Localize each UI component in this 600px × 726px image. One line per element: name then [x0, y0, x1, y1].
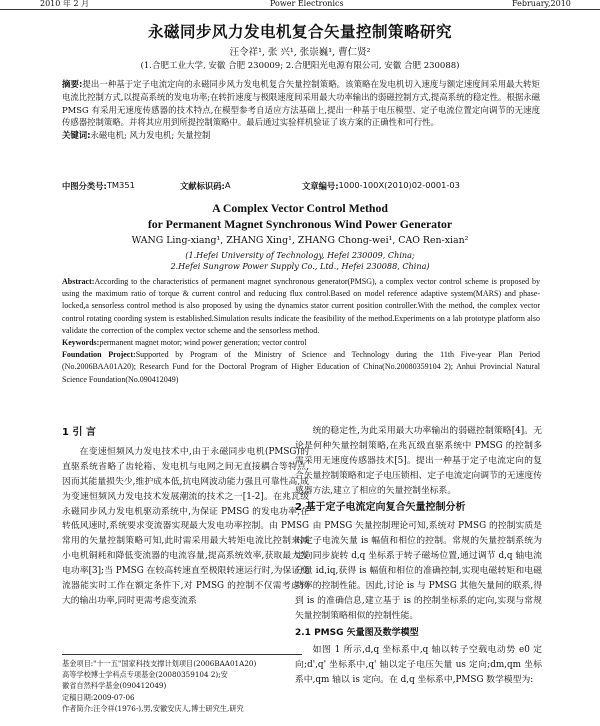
affiliation-english — [0, 250, 600, 272]
continued-paragraph: 统的稳定性,为此采用最大功率输出的弱磁控制策略[4]。无论是何种矢量控制策略,在兆瓦级直驱系统中 PMSG 的控制多需采用无速度传感器技术[5]。提出一种基于定子电流定向的复合矢量控制策略和定子电压锁相、定子电流定向调节的无速度传感器方法,建立了相应的矢量控制坐标系。 — [295, 426, 542, 496]
affiliation-en-1: (1.Hefei University of Technology, Hefei 230009, China; — [185, 250, 415, 260]
footnote-fund-1: 基金项目:"十一五"国家科技支撑计划项目(2006BAA01A20) — [62, 659, 257, 668]
header-issue-cn: 2010 年 2 月 — [40, 0, 90, 8]
document-code: 文献标识码: A — [180, 180, 231, 191]
keywords-cn-text: 永磁电机; 风力发电机; 矢量控制 — [90, 130, 211, 141]
footnote-fund-3: 徽省自然科学基金(090412049) — [62, 681, 167, 691]
section-1-paragraph: 在变速恒频风力发电技术中,由于永磁同步电机(PMSG)的直驱系统省略了齿轮箱、发电机与电网之间无直接耦合等特点,因而其能量损失少,维护成本低,抗电网波动能力强且可靠性高,成为变速恒频风力发电技术发展潮流的技术之一[1-2]。在兆瓦级永磁同步风力发电机驱动系统中,为保证 PMSG 的发电功率,在转低风速时,系统要求变流器实现最大发电功率控制。由 PMSG 常用的矢量控制策略可知,此时需采用最大转矩电流比控制来减小电机铜耗和降低变流器的电流容量,提高系统效率,获取最大发电功率[3];当 PMSG 在较高转速直至极限转速运行时,为保证变流器能实时工作在额定条件下,对 PMSG 的控制不仅需考虑较大的输出功率,同时更需考虑变流系 — [62, 446, 309, 606]
authors-chinese: 汪令祥¹, 张 兴¹, 张崇巍¹, 曹仁贤² — [229, 47, 371, 58]
affiliation-chinese: (1.合肥工业大学, 安徽 合肥 230009; 2.合肥阳光电源有限公司, 安徽 合肥 230088) — [140, 61, 460, 71]
running-header — [0, 0, 600, 10]
header-issue-en: February,2010 — [512, 0, 571, 8]
abstract-chinese — [62, 78, 540, 142]
subsection-2-1-paragraph: 如图 1 所示,d,q 坐标系中,q 轴以转子空载电动势 e0 定向;d',q' 坐标系中,q' 轴以定子电压矢量 us 定向;dm,qm 坐标系中,qm 轴以 is 定向。在 d,q 坐标系中,PMSG 数学模型为: — [295, 644, 542, 685]
abstract-cn-text: 提出一种基于定子电流定向的永磁同步风力发电机复合矢量控制策略。该策略在发电机切入速度与额定速度间采用最大转矩电流比控制方式,以提高系统的发电功率;在转折速度与极限速度间采用最大功率输出的弱磁控制方式,提高系统的稳定性。根据永磁 PMSG 有采用无速度传感器的技术特点,在模型参考自适应方法基础上,提出一种基于电压模型、定子电流位置定向调节的无速度传感器控制策略。并将其应用到所提控制策略中。最后通过实验样机验证了该方案的正确性和可行性。 — [62, 79, 540, 128]
keywords-en-label: Keywords: — [62, 338, 100, 348]
footnote-author: 作者简介:汪令祥(1976-),男,安徽安庆人,博士研究生,研究 — [62, 703, 244, 713]
title-en-line2: for Permanent Magnet Synchronous Wind Power Generator — [147, 217, 453, 231]
title-english — [0, 200, 600, 232]
title-chinese: 永磁同步风力发电机复合矢量控制策略研究 — [147, 23, 452, 41]
affiliation-en-2: 2.Hefei Sungrow Power Supply Co., Ltd., Hefei 230088, China) — [170, 261, 430, 271]
footnote-fund-2: 高等学校博士学科点专项基金(20080359104 2);安 — [62, 670, 228, 680]
foundation-label: Foundation Project: — [62, 350, 136, 360]
keywords-cn-label: 关键词: — [62, 130, 91, 141]
clc-number: 中图分类号: TM351 — [62, 180, 135, 191]
subsection-2-1-heading: 2.1 PMSG 矢量图及数学模型 — [295, 627, 419, 638]
abstract-cn-label: 摘要: — [62, 79, 83, 89]
section-1-heading: 1 引 言 — [62, 427, 96, 438]
body-column-right — [295, 424, 542, 687]
abstract-en-text: According to the characteristics of permanent magnet synchronous generator(PMSG), a complex vector control scheme is proposed by using the maximum ratio of torque & current control and reducing flux control.Based on model reference adaptive system(MARS) and phase-locked,a sensorless control method is also proposed by using the dynamics stator current position controller.With the method, the complex vector control rotating coording system is established.Simulation results indicate the feasibility of the method.Experiments on a lab prototype platform also validate the correction of the complex vector scheme and the sensorless method. — [62, 277, 540, 335]
footnotes — [62, 654, 302, 714]
section-2-paragraph: 由 PMSG 矢量控制理论可知,系统对 PMSG 的控制实质是对定子电流矢量 is 幅值和相位的控制。常规的矢量控制系统为定向同步旋转 d,q 坐标系于转子磁场位置,通过调节 d,q 轴电流分量 id,iq,获得 is 幅值和相位的准确控制,实现电磁转矩和电磁功率的控制性能。因此,讨论 is 与 PMSG 其他矢量间的联系,得到 is 的准确信息,建立基于 is 的控制坐标系的定向,实现与常规矢量控制策略相似的控制性能。 — [295, 521, 542, 621]
abstract-english — [62, 276, 540, 386]
foundation-text: Supported by Program of the Ministry of Science and Technology during the 11th Five-year Plan Period (No.2006BAA01A20); Research Fund for the Doctoral Program of Higher Education of China(No.20080359104 2); Anhui Provincial Natural Science Foundation(No.090412049) — [62, 350, 540, 384]
article-number: 文章编号: 1000-100X(2010)02-0001-03 — [302, 180, 460, 191]
body-column-left — [62, 424, 309, 609]
footnote-date: 定稿日期:2009-07-06 — [62, 692, 135, 702]
abstract-en-label: Abstract: — [62, 277, 95, 286]
title-en-line1: A Complex Vector Control Method — [212, 201, 388, 215]
section-2-heading: 2 基于定子电流定向复合矢量控制分析 — [295, 501, 466, 513]
header-journal: Power Electronics — [270, 0, 344, 8]
authors-english: WANG Ling-xiang¹, ZHANG Xing¹, ZHANG Chong-wei¹, CAO Ren-xian² — [131, 235, 469, 246]
keywords-en-text: permanent magnet motor; wind power generation; vector control — [99, 338, 307, 348]
